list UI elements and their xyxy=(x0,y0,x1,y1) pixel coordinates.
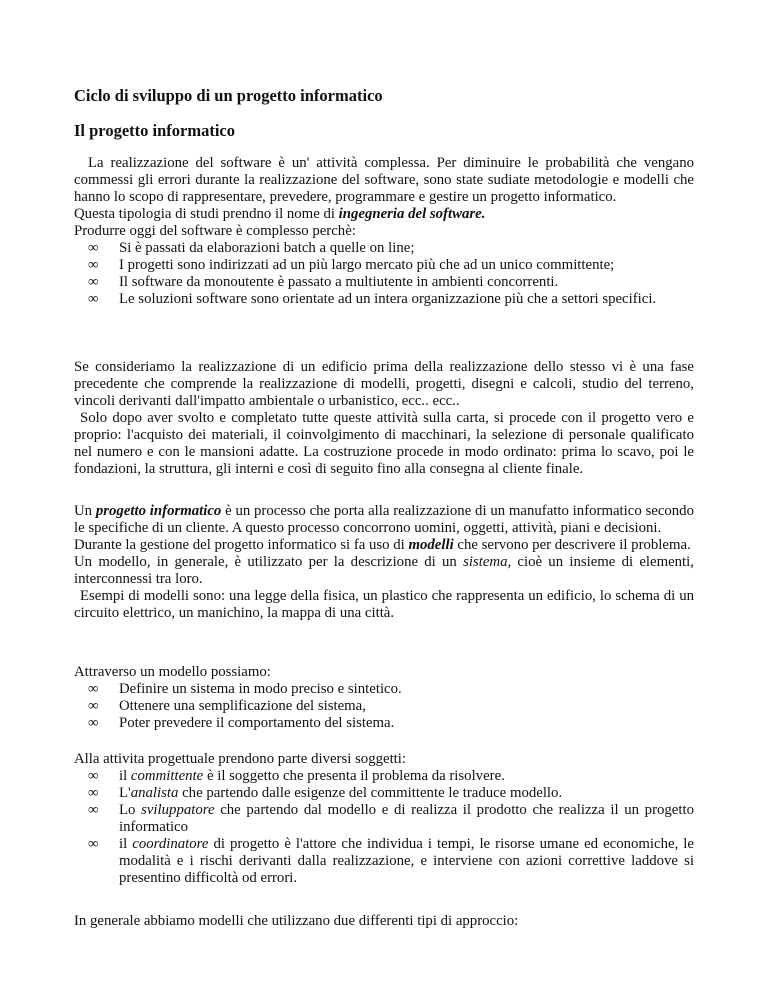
list-item: ∞ Le soluzioni software sono orientate ad un intera organizzazione più che a settori specifici. xyxy=(88,291,657,307)
infinity-bullet-icon: ∞ xyxy=(88,274,99,290)
model-capabilities-section xyxy=(74,664,694,732)
intro-section xyxy=(74,155,694,308)
system-paragraph: Un modello, in generale, è utilizzato per la descrizione di un sistema, cioè un insieme di elementi, interconnessi tra loro. xyxy=(74,554,694,587)
infinity-bullet-icon: ∞ xyxy=(88,836,99,852)
building-paragraph: Se consideriamo la realizzazione di un edificio prima della realizzazione dello stesso vi è una fase precedente che comprende la realizzazione di modelli, progetti, disegni e calcoli, studio del terreno, vincoli derivanti dall'impatto ambientale o urbanistico, ecc.. ecc.. xyxy=(74,359,694,409)
list-item: ∞ Lo sviluppatore che partendo dal modello e di realizza il prodotto che realizza il un progetto informatico xyxy=(88,802,694,835)
examples-paragraph: Esempi di modelli sono: una legge della fisica, un plastico che rappresenta un edificio, lo schema di un circuito elettrico, un manichino, la mappa di una città. xyxy=(74,588,694,621)
models-paragraph: Durante la gestione del progetto informatico si fa uso di modelli che servono per descrivere il problema. xyxy=(74,537,691,553)
list-item: ∞ il coordinatore di progetto è l'attore che individua i tempi, le risorse umane ed economiche, le modalità e i rischi derivanti dalla realizzazione, e interviene con azioni correttive laddove si presentino difficoltà od errori. xyxy=(88,836,694,886)
software-engineering-paragraph: Questa tipologia di studi prendno il nome di ingegneria del software. xyxy=(74,206,486,222)
infinity-bullet-icon: ∞ xyxy=(88,240,99,256)
role-term: analista xyxy=(130,785,179,801)
project-term: progetto informatico xyxy=(95,503,222,519)
role-term: coordinatore xyxy=(132,836,209,852)
complexity-paragraph: Produrre oggi del software è complesso perchè: xyxy=(74,223,356,239)
list-item: ∞ Ottenere una semplificazione del sistema, xyxy=(88,698,366,714)
building-analogy-section xyxy=(74,359,694,478)
model-list xyxy=(74,681,694,732)
infinity-bullet-icon: ∞ xyxy=(88,257,99,273)
list-item: ∞ Si è passati da elaborazioni batch a quelle on line; xyxy=(88,240,415,256)
definition-section xyxy=(74,503,694,622)
infinity-bullet-icon: ∞ xyxy=(88,802,99,818)
list-item: ∞ L'analista che partendo dalle esigenze del committente le traduce modello. xyxy=(88,785,563,801)
role-term: committente xyxy=(130,768,204,784)
infinity-bullet-icon: ∞ xyxy=(88,698,99,714)
list-item: ∞ Poter prevedere il comportamento del sistema. xyxy=(88,715,395,731)
infinity-bullet-icon: ∞ xyxy=(88,681,99,697)
definition-paragraph: Un progetto informatico è un processo che porta alla realizzazione di un manufatto informatico secondo le specifiche di un cliente. A questo processo concorrono uomini, oggetti, attività, piani e decisioni. xyxy=(74,503,694,536)
list-item: ∞ il committente è il soggetto che presenta il problema da risolvere. xyxy=(88,768,505,784)
roles-intro: Alla attivita progettuale prendono parte diversi soggetti: xyxy=(74,751,407,767)
software-engineering-term: ingegneria del software. xyxy=(338,206,486,222)
closing-section xyxy=(74,913,694,930)
infinity-bullet-icon: ∞ xyxy=(88,785,99,801)
intro-paragraph: La realizzazione del software è un' attività complessa. Per diminuire le probabilità che vengano commessi gli errori durante la realizzazione del software, sono state sudiate metodologie e modelli che hanno lo scopo di rappresentare, prevedere, programmare e gestire un progetto informatico. xyxy=(74,155,694,205)
system-term: sistema xyxy=(463,554,508,570)
infinity-bullet-icon: ∞ xyxy=(88,768,99,784)
construction-paragraph: Solo dopo aver svolto e completato tutte queste attività sulla carta, si procede con il progetto vero e proprio: l'acquisto dei materiali, il coinvolgimento di macchinari, la selezione di personale qualificato nel numero e con le mansioni adatte. La costruzione procede in modo ordinato: prima lo scavo, poi le fondazioni, la struttura, gli interni e così di seguito fino alla consegna al cliente finale. xyxy=(74,410,694,477)
section-title: Il progetto informatico xyxy=(74,121,235,140)
complexity-list xyxy=(74,240,694,308)
document-title: Ciclo di sviluppo di un progetto informatico xyxy=(74,86,383,105)
list-item: ∞ Il software da monoutente è passato a multiutente in ambienti concorrenti. xyxy=(88,274,559,290)
list-item: ∞ Definire un sistema in modo preciso e sintetico. xyxy=(88,681,402,697)
role-term: sviluppatore xyxy=(141,802,215,818)
infinity-bullet-icon: ∞ xyxy=(88,291,99,307)
list-item: ∞ I progetti sono indirizzati ad un più largo mercato più che ad un unico committente; xyxy=(88,257,615,273)
models-term: modelli xyxy=(408,537,454,553)
model-intro: Attraverso un modello possiamo: xyxy=(74,664,271,680)
roles-list xyxy=(74,768,694,887)
roles-section xyxy=(74,751,694,887)
closing-paragraph: In generale abbiamo modelli che utilizzano due differenti tipi di approccio: xyxy=(74,913,519,929)
infinity-bullet-icon: ∞ xyxy=(88,715,99,731)
